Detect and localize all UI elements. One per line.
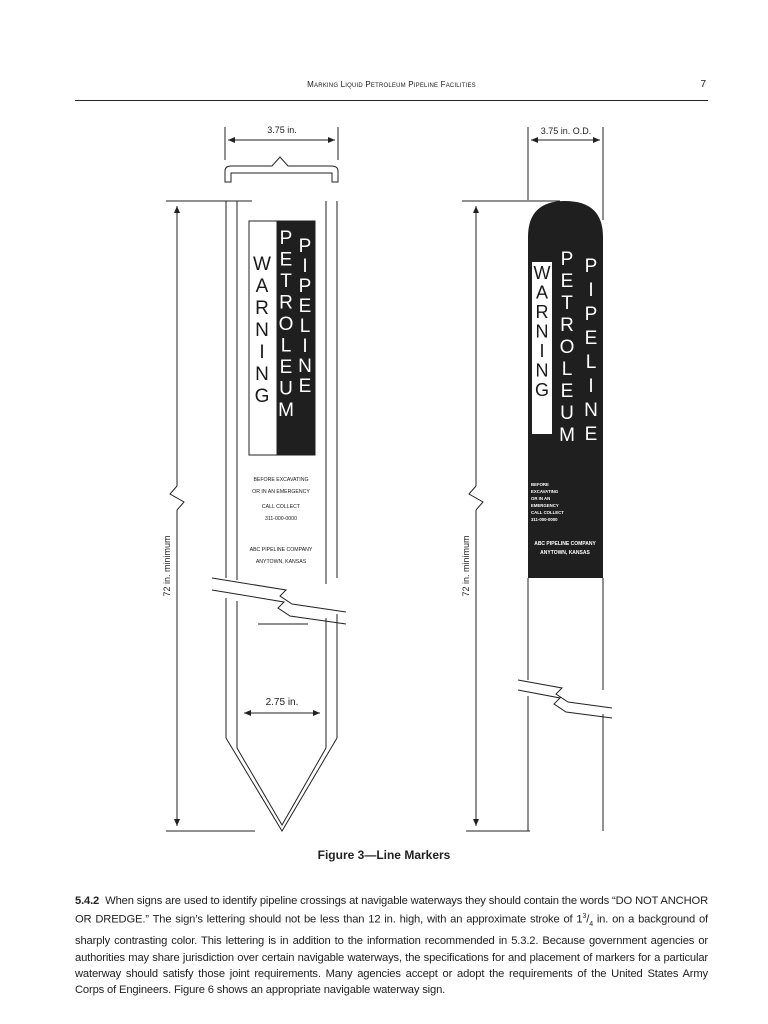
stacked-letter: N [535, 360, 549, 381]
flat-petroleum-text [278, 228, 294, 421]
page-number: 7 [700, 79, 706, 90]
round-company-line: ABC PIPELINE COMPANY [534, 541, 596, 547]
round-warning-text [534, 263, 551, 400]
stacked-letter: E [560, 381, 574, 402]
stacked-letter: A [255, 276, 269, 297]
stacked-letter: N [255, 364, 269, 385]
stacked-letter: R [535, 302, 549, 322]
flat-marker-tip-outer [226, 738, 337, 831]
stacked-letter: P [279, 228, 293, 249]
paragraph-text-part1: When signs are used to identify pipeline crossings at navigable waterways they should contain the words “DO NOT ANCHOR OR DREDGE.” The sign’s lettering should not be less than 12 in. high, with an approximate stroke of 1 [75, 895, 708, 926]
flat-info-line: BEFORE EXCAVATING [253, 477, 309, 483]
stacked-letter: R [255, 298, 269, 319]
stacked-letter: E [298, 296, 312, 317]
flat-marker-tip-inner [237, 748, 326, 825]
round-info-line: EMERGENCY [531, 503, 559, 508]
stacked-letter: N [298, 356, 312, 377]
stacked-letter: P [560, 249, 574, 270]
stacked-letter: I [302, 256, 308, 277]
stacked-letter: L [280, 335, 292, 357]
stacked-letter: P [584, 256, 598, 277]
stacked-letter: L [561, 359, 573, 380]
round-info-line: EXCAVATING [531, 489, 559, 494]
flat-company-line: ANYTOWN, KANSAS [255, 559, 307, 565]
stacked-letter: L [585, 352, 597, 373]
stacked-letter: I [588, 376, 594, 397]
round-height-label: 72 in. minimum [461, 535, 471, 597]
stacked-letter: E [560, 271, 574, 292]
stacked-letter: W [253, 254, 271, 275]
flat-marker-cross-section [225, 157, 338, 182]
section-paragraph: 5.4.2 When signs are used to identify pipeline crossings at navigable waterways they should contain the words “DO NOT ANCHOR OR DREDGE.” The sign’s lettering should not be less than 12 in. high, with an approximate stroke of $1^3/_4$ in. on a background of sharply contrasting color. This lettering is in addition to the information recommended in 5.3.2. Because government agencies or authorities may share jurisdiction over certain navigable waterways, the specifications for and placement of markers for a particular waterway should satisfy those joint requirements. Many agencies accept or adopt the requirements of the United States Army Corps of Engineers. Figure 6 shows an appropriate navigable waterway sign. [75, 895, 708, 996]
round-info-line: CALL COLLECT [531, 510, 564, 515]
stacked-letter: A [535, 282, 549, 303]
round-break-line-bottom [518, 690, 612, 718]
stacked-letter: U [279, 378, 293, 400]
stacked-letter: G [534, 380, 550, 400]
flat-info-line: CALL COLLECT [261, 504, 301, 510]
stacked-letter: N [535, 321, 549, 342]
stacked-letter: E [584, 424, 598, 445]
stacked-letter: N [584, 400, 598, 421]
flat-warning-text [253, 254, 271, 407]
stacked-letter: W [533, 263, 551, 283]
stacked-letter: N [255, 320, 269, 341]
stacked-letter: R [560, 315, 574, 336]
stacked-letter: M [559, 425, 575, 446]
paragraph-text-part2: in. on a background of sharply contrasting color. This lettering is in addition to the information recommended in 5.3.2. Because government agencies or authorities may share jurisdiction over certain navigable waterways, the specifications for and placement of markers for a particular waterway should satisfy those joint requirements. Many agencies accept or adopt the requirements of the United States Army Corps of Engineers. Figure 6 shows an appropriate navigable waterway sign. [75, 913, 708, 996]
stacked-letter: I [539, 341, 545, 361]
stacked-letter: M [278, 400, 294, 421]
stacked-letter: E [298, 376, 312, 397]
fraction-denominator: 4 [589, 921, 593, 929]
stacked-letter: R [279, 292, 293, 314]
flat-width-label: 3.75 in. [267, 125, 297, 135]
flat-height-break [170, 486, 184, 510]
flat-info-line: OR IN AN EMERGENCY [252, 489, 310, 495]
stacked-letter: E [279, 249, 293, 271]
stacked-letter: O [278, 314, 294, 335]
round-company-line: ANYTOWN, KANSAS [540, 550, 590, 556]
round-info-line: 311-000-0000 [531, 517, 558, 522]
stacked-letter: U [560, 403, 574, 424]
figure-caption: Figure 3—Line Markers [317, 848, 451, 862]
round-break-line-top [518, 680, 612, 708]
stacked-letter: P [298, 276, 312, 297]
stacked-letter: T [561, 293, 573, 314]
stacked-letter: I [588, 280, 594, 301]
stacked-letter: O [559, 337, 575, 358]
stacked-letter: I [259, 342, 265, 363]
flat-info-text [250, 477, 313, 565]
stacked-letter: P [584, 304, 598, 325]
stacked-letter: T [280, 271, 292, 292]
section-number: 5.4.2 [75, 895, 100, 907]
stacked-letter: E [279, 357, 293, 378]
running-title: Marking Liquid Petroleum Pipeline Facilities [307, 80, 476, 89]
flat-company-line: ABC PIPELINE COMPANY [249, 547, 313, 553]
stacked-letter: L [299, 316, 311, 337]
round-info-line: OR IN AN [531, 496, 551, 501]
round-info-line: BEFORE [531, 482, 549, 487]
flat-tip-width-label: 2.75 in. [265, 697, 299, 708]
round-petroleum-text [559, 249, 575, 446]
round-height-break [469, 486, 483, 510]
stacked-letter: P [298, 236, 312, 257]
round-line-marker [462, 127, 612, 831]
flat-height-label: 72 in. minimum [162, 535, 172, 597]
stacked-letter: E [584, 328, 598, 349]
round-width-label: 3.75 in. O.D. [540, 126, 592, 136]
fraction-numerator: 3 [582, 913, 587, 921]
stacked-letter: I [302, 336, 308, 357]
stacked-letter: G [254, 386, 270, 407]
flat-info-line: 311-000-0000 [265, 516, 297, 522]
